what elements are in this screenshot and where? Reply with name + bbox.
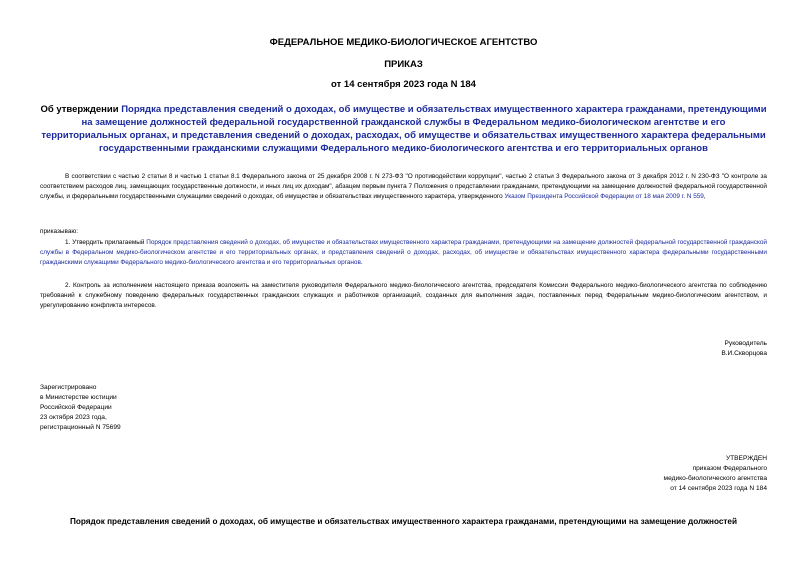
registration-line-5: регистрационный N 75699 xyxy=(40,424,121,431)
agency-name: ФЕДЕРАЛЬНОЕ МЕДИКО-БИОЛОГИЧЕСКОЕ АГЕНТСТВО xyxy=(269,37,538,48)
item-2-paragraph: 2. Контроль за исполнением настоящего приказа возложить на заместителя руководителя Федерального медико-биологического агентства, председателя Комиссии Федерального медико-биологического агентства по соблюдению требований к служебному поведению федеральных государственных гражданских служащих и работников организаций, созданных для выполнения задач, поставленных перед Федеральным медико-биологическим агентством, и урегулированию конфликта интересов. xyxy=(40,282,767,309)
registration-line-3: Российской Федерации xyxy=(40,404,112,411)
registration-block xyxy=(40,383,121,433)
approved-line-2: приказом Федерального xyxy=(692,465,767,472)
doc-date-number: от 14 сентября 2023 года N 184 xyxy=(331,79,476,90)
signature-name: В.И.Скворцова xyxy=(721,350,767,357)
item-1-paragraph xyxy=(40,238,767,268)
document-title xyxy=(40,103,767,155)
title-prefix: Об утверждении xyxy=(40,104,122,115)
item-1-prefix: 1. Утвердить прилагаемый xyxy=(65,239,147,246)
doc-type: ПРИКАЗ xyxy=(384,59,423,70)
procedure-link[interactable]: Порядок представления сведений о доходах, об имуществе и обязательствах имущественного характера гражданами, претендующими на замещение должностей федеральной государственной гражданской службы в Федеральном медико-биологическом агентстве и его территориальных органах, и представления сведений о доходах, расходах, об имуществе и обязательствах имущественного характера федеральными государственными гражданскими служащими Федерального медико-биологического агентства и его территориальных органов xyxy=(40,239,767,266)
approved-block xyxy=(664,454,767,494)
approved-line-3: медико-биологического агентства xyxy=(663,475,767,482)
presidential-decree-link[interactable]: Указом Президента Российской Федерации от 18 мая 2009 г. N 559 xyxy=(504,193,704,200)
procedure-title: Порядок представления сведений о доходах, об имуществе и обязательствах имущественного характера гражданами, претендующими на замещение должностей xyxy=(69,517,738,526)
title-link[interactable]: Порядка представления сведений о доходах, об имуществе и обязательствах имущественного характера гражданами, претендующими на замещение должностей федеральной государственной гражданской службы в Федеральном медико-биологическом агентстве и его территориальных органах, и представления сведений о доходах, расходах, об имуществе и обязательствах имущественного характера федеральными государственными гражданскими служащими Федерального медико-биологического агентства и его территориальных органов xyxy=(41,104,767,154)
signature-position: Руководитель xyxy=(724,340,767,347)
preamble-paragraph xyxy=(40,172,767,202)
approved-line-4: от 14 сентября 2023 года N 184 xyxy=(670,485,767,492)
registration-line-1: Зарегистрировано xyxy=(40,384,97,391)
approved-line-1: УТВЕРЖДЕН xyxy=(725,455,767,462)
signature-block xyxy=(721,339,767,359)
order-word: приказываю: xyxy=(40,228,78,235)
registration-line-4: 23 октября 2023 года, xyxy=(40,414,107,421)
item-1-suffix: . xyxy=(360,259,363,266)
registration-line-2: в Министерстве юстиции xyxy=(40,394,117,401)
preamble-suffix: , xyxy=(703,193,706,200)
preamble-text: В соответствии с частью 2 статьи 8 и частью 1 статьи 8.1 Федерального закона от 25 декабря 2008 г. N 273-ФЗ "О противодействии коррупции", частью 2 статьи 3 Федерального закона от 3 декабря 2012 г. N 230-ФЗ "О контроле за соответствием расходов лиц, замещающих государственные должности, и иных лиц их доходам", абзацем первым пункта 7 Положения о представлении гражданами, претендующими на замещение должностей федеральной государственной службы, и федеральными государственными служащими сведений о доходах, об имуществе и обязательствах имущественного характера, утвержденного xyxy=(40,173,767,200)
